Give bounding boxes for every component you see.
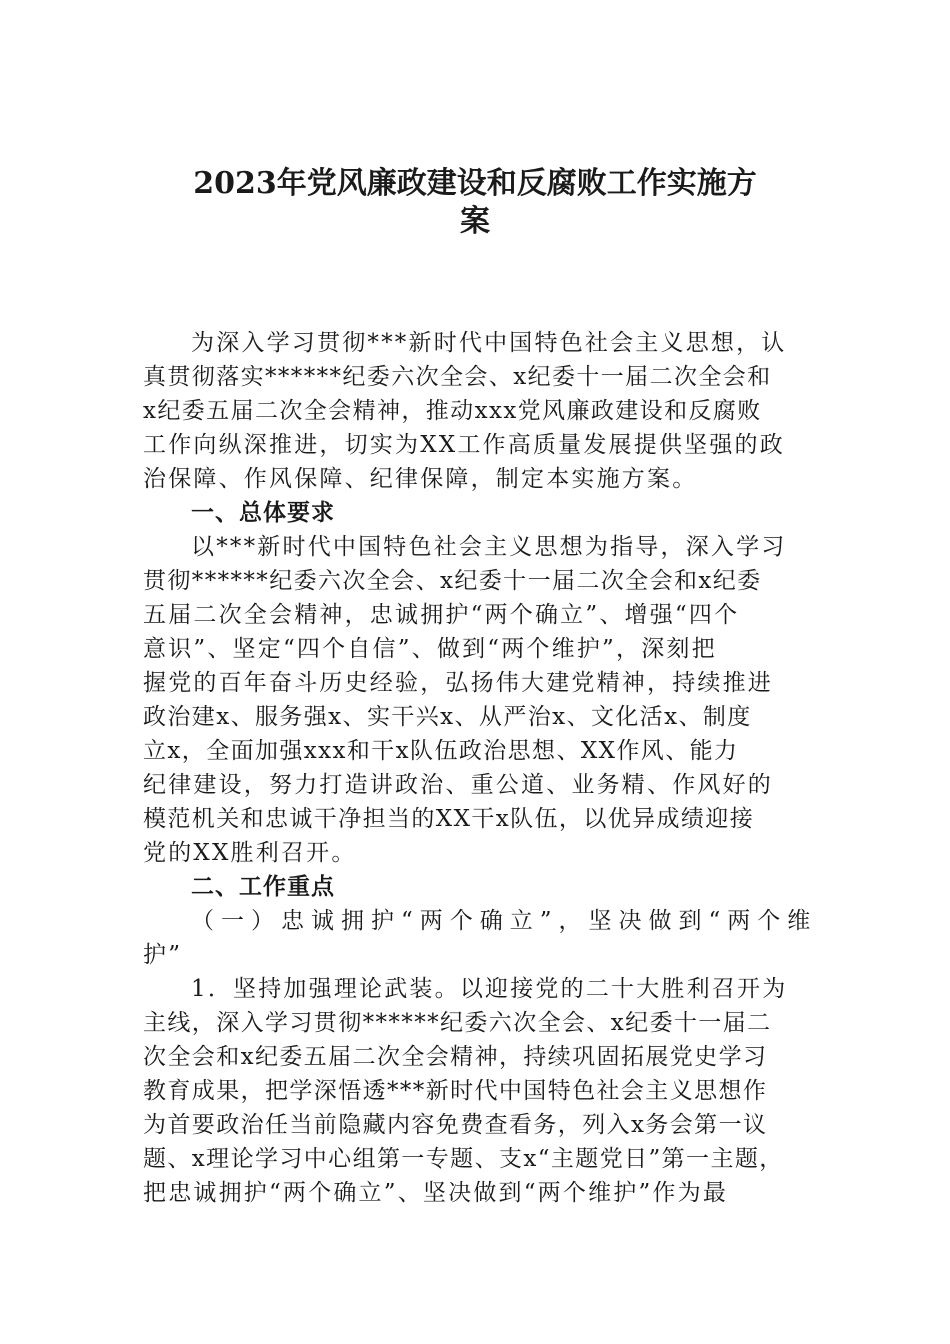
body-line: 纪律建设，努力打造讲政治、重公道、业务精、作风好的: [143, 772, 773, 798]
body-line: 立x，全面加强xxx和干x队伍政治思想、XX作风、能力: [143, 738, 739, 764]
subsection-heading: （一）忠诚拥护“两个确立”，坚决做到“两个维: [191, 908, 818, 934]
body-line: x纪委五届二次全会精神，推动xxx党风廉政建设和反腐败: [143, 398, 762, 424]
body-line: 教育成果，把学深悟透***新时代中国特色社会主义思想作: [143, 1078, 768, 1104]
body-line: 次全会和x纪委五届二次全会精神，持续巩固拓展党史学习: [143, 1044, 768, 1070]
document-title-line-1: 2023年党风廉政建设和反腐败工作实施方: [193, 166, 757, 201]
body-line: 治保障、作风保障、纪律保障，制定本实施方案。: [143, 466, 698, 492]
body-line: 贯彻******纪委六次全会、x纪委十一届二次全会和x纪委: [143, 568, 762, 594]
body-line: 以***新时代中国特色社会主义思想为指导，深入学习: [191, 534, 787, 560]
body-line: 政治建x、服务强x、实干兴x、从严治x、文化活x、制度: [143, 704, 752, 730]
body-line: 五届二次全会精神，忠诚拥护“两个确立”、增强“四个: [143, 602, 740, 628]
body-line: 党的XX胜利召开。: [143, 840, 357, 866]
body-line: 工作向纵深推进，切实为XX工作高质量发展提供坚强的政: [143, 432, 785, 458]
body-line: 1．坚持加强理论武装。以迎接党的二十大胜利召开为: [191, 976, 788, 1002]
section-heading: 二、工作重点: [191, 874, 335, 900]
body-line: 主线，深入学习贯彻******纪委六次全会、x纪委十一届二: [143, 1010, 772, 1036]
body-line: 为深入学习贯彻***新时代中国特色社会主义思想，认: [191, 330, 787, 356]
body-line: 握党的百年奋斗历史经验，弘扬伟大建党精神，持续推进: [143, 670, 773, 696]
section-heading: 一、总体要求: [191, 500, 335, 526]
document-body: [143, 326, 818, 1210]
body-line: 题、x理论学习中心组第一专题、支x“主题党日”第一主题，: [143, 1146, 784, 1172]
body-line: 把忠诚拥护“两个确立”、坚决做到“两个维护”作为最: [143, 1180, 729, 1206]
document-title-line-2: 案: [460, 204, 490, 239]
body-line: 意识”、坚定“四个自信”、做到“两个维护”，深刻把: [143, 636, 717, 662]
body-line: 真贯彻落实******纪委六次全会、x纪委十一届二次全会和: [143, 364, 772, 390]
body-line: 为首要政治任当前隐藏内容免费查看务，列入x务会第一议: [143, 1112, 768, 1138]
body-line: 模范机关和忠诚干净担当的XX干x队伍，以优异成绩迎接: [143, 806, 755, 832]
body-line: 护”: [143, 942, 183, 968]
